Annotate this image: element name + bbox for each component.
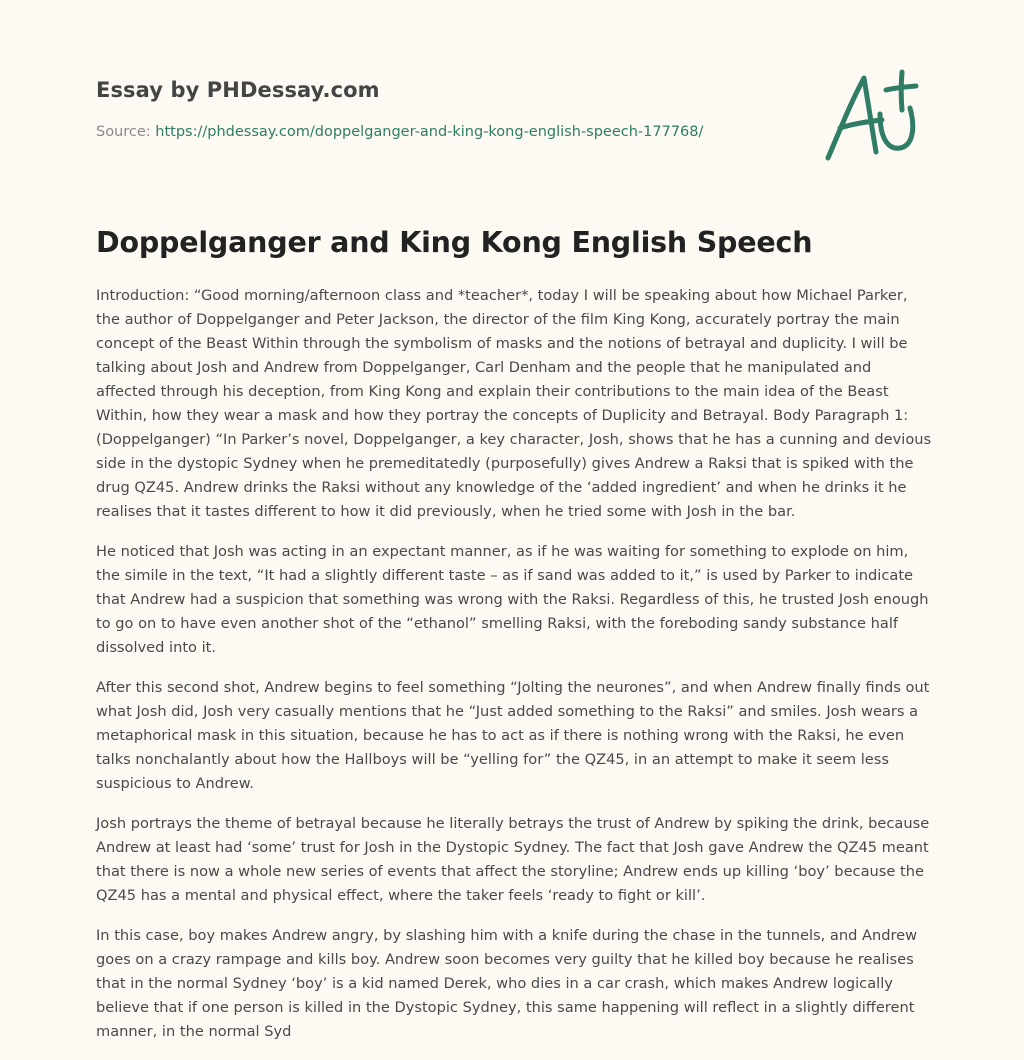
site-brand: Essay by PHDessay.com: [96, 78, 380, 102]
a-plus-grade-icon: [824, 68, 928, 164]
essay-title: Doppelganger and King Kong English Speech: [96, 226, 813, 259]
essay-paragraph: After this second shot, Andrew begins to feel something “Jolting the neurones”, and when Andrew finally finds out what Josh did, Josh very casually mentions that he “Just added something to the Raksi” and smiles. Josh wears a metaphorical mask in this situation, because he has to act as if there is nothing wrong with the Raksi, he even talks nonchalantly about how the Hallboys will be “yelling for” the QZ45, in an attempt to make it seem less suspicious to Andrew.: [96, 679, 930, 792]
source-link[interactable]: https://phdessay.com/doppelganger-and-king-kong-english-speech-177768/: [155, 124, 704, 140]
source-line: [96, 124, 703, 140]
page-header: [96, 0, 928, 200]
essay-paragraph: Introduction: “Good morning/afternoon class and *teacher*, today I will be speaking about how Michael Parker, the author of Doppelganger and Peter Jackson, the director of the film King Kong, accurately portray the main concept of the Beast Within through the symbolism of masks and the notions of betrayal and duplicity. I will be talking about Josh and Andrew from Doppelganger, Carl Denham and the people that he manipulated and affected through his deception, from King Kong and explain their contributions to the main idea of the Beast Within, how they wear a mask and how they portray the concepts of Duplicity and Betrayal. Body Paragraph 1: (Doppelganger) “In Parker’s novel, Doppelganger, a key character, Josh, shows that he has a cunning and devious side in the dystopic Sydney when he premeditatedly (purposefully) gives Andrew a Raksi that is spiked with the drug QZ45. Andrew drinks the Raksi without any knowledge of the ‘added ingredient’ and when he drinks it he realises that it tastes different to how it did previously, when he tried some with Josh in the bar.: [96, 287, 932, 520]
essay-paragraph: In this case, boy makes Andrew angry, by slashing him with a knife during the chase in the tunnels, and Andrew goes on a crazy rampage and kills boy. Andrew soon becomes very guilty that he killed boy because he realises that in the normal Sydney ‘boy’ is a kid named Derek, who dies in a car crash, which makes Andrew logically believe that if one person is killed in the Dystopic Sydney, this same happening will reflect in a slightly different manner, in the normal Syd: [96, 927, 918, 1040]
source-label: Source:: [96, 124, 151, 140]
essay-body: [96, 284, 932, 1060]
essay-paragraph: He noticed that Josh was acting in an expectant manner, as if he was waiting for something to explode on him, the simile in the text, “It had a slightly different taste – as if sand was added to it,” is used by Parker to indicate that Andrew had a suspicion that something was wrong with the Raksi. Regardless of this, he trusted Josh enough to go on to have even another shot of the “ethanol” smelling Raksi, with the foreboding sandy substance half dissolved into it.: [96, 543, 929, 656]
essay-paragraph: Josh portrays the theme of betrayal because he literally betrays the trust of Andrew by spiking the drink, because Andrew at least had ‘some’ trust for Josh in the Dystopic Sydney. The fact that Josh gave Andrew the QZ45 meant that there is now a whole new series of events that affect the storyline; Andrew ends up killing ‘boy’ because the QZ45 has a mental and physical effect, where the taker feels ‘ready to fight or kill’.: [96, 815, 930, 904]
